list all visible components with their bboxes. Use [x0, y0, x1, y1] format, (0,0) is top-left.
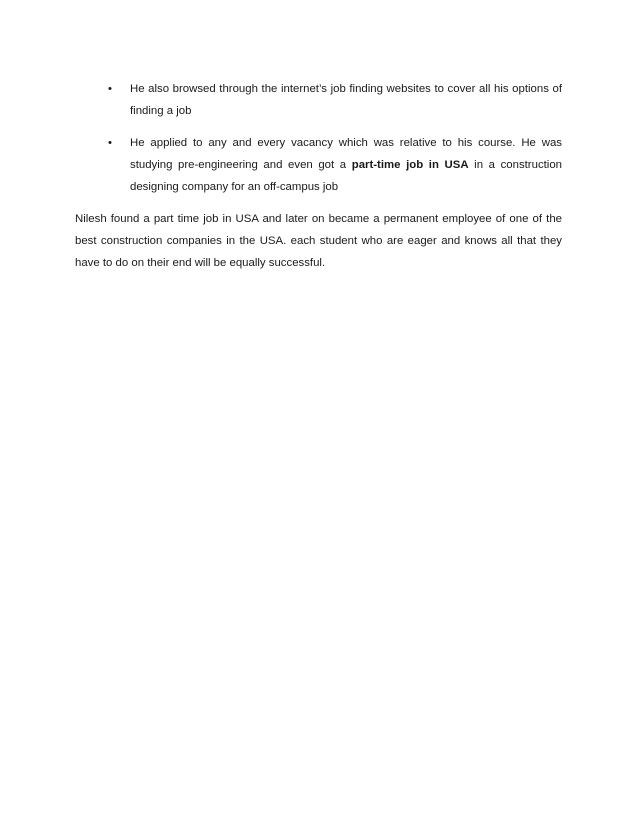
bullet-bold-keyword: part-time job in USA: [351, 159, 469, 171]
bullet-text-before: He applied to any and every vacancy which was relative to his course. He was studying pre-engineering and even got a: [130, 137, 562, 171]
bullet-icon: •: [108, 83, 112, 95]
bullet-list: [106, 78, 562, 208]
bullet-icon: •: [108, 137, 112, 149]
bullet-text-after: in a construction designing company for an off-campus job: [130, 159, 562, 193]
bullet-item-browsed: [106, 78, 562, 122]
bullet-item-applied: [106, 132, 562, 198]
bullet-text: He also browsed through the internet’s job finding websites to cover all his options of finding a job: [130, 83, 562, 117]
body-paragraph: Nilesh found a part time job in USA and later on became a permanent employee of one of the best construction companies in the USA. each student who are eager and knows all that they have to do on their end will be equally successful.: [75, 213, 562, 269]
